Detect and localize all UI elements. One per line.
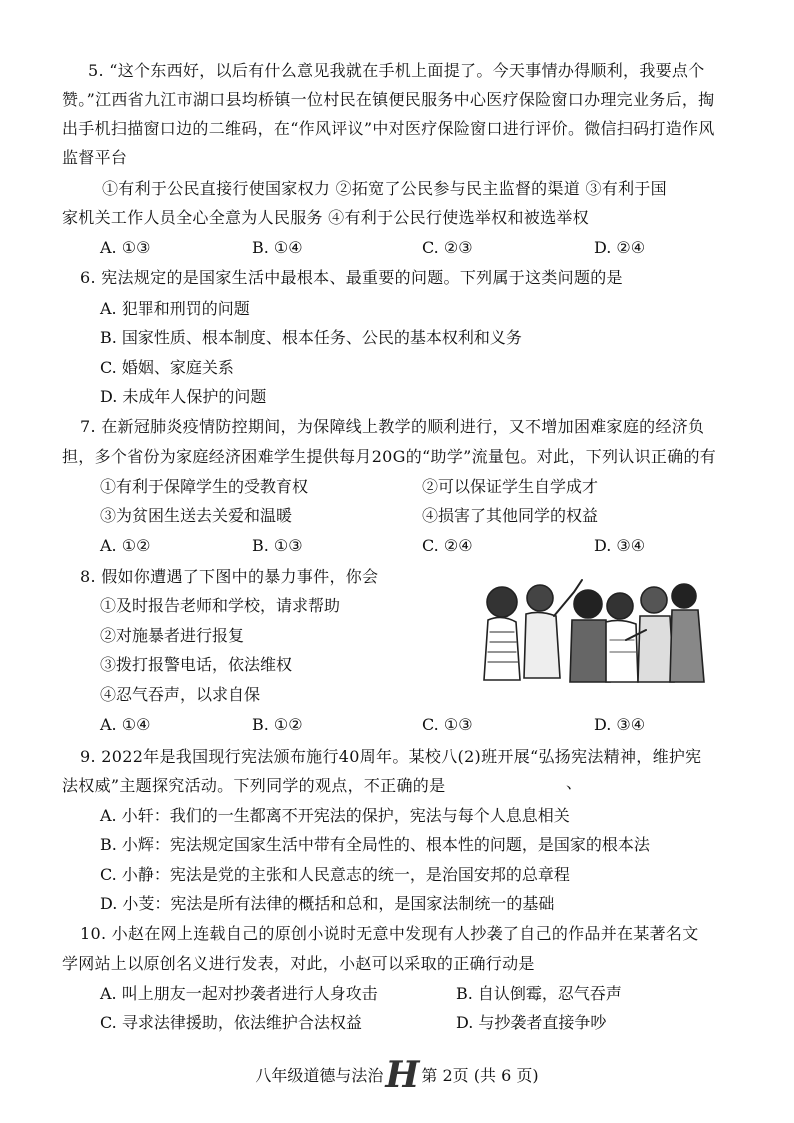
footer-page-number: 第 2页 (共 6 页) <box>421 1066 539 1085</box>
h-stamp: H <box>385 1054 420 1096</box>
q9-stem-1: 9. 2022年是我国现行宪法颁布施行40周年。某校八(2)班开展“弘扬宪法精神，维护宪 <box>80 747 702 766</box>
q5-option-b[interactable]: B. ①④ <box>252 238 303 257</box>
q5-option-a[interactable]: A. ①③ <box>100 238 151 257</box>
q5-option-c[interactable]: C. ②③ <box>422 238 473 257</box>
q9-option-d[interactable]: D. 小芰：宪法是所有法律的概括和总和，是国家法制统一的基础 <box>100 894 555 913</box>
q7-option-d[interactable]: D. ③④ <box>594 536 646 555</box>
q5-statements-2: 家机关工作人员全心全意为人民服务 ④有利于公民行使选举权和被选举权 <box>62 208 589 227</box>
q6-option-d[interactable]: D. 未成年人保护的问题 <box>100 387 267 406</box>
q5-line-2: 赞。”江西省九江市湖口县均桥镇一位村民在镇便民服务中心医疗保险窗口办理完业务后，掏 <box>62 90 715 109</box>
q8-option-b[interactable]: B. ①② <box>252 715 303 734</box>
q7-option-c[interactable]: C. ②④ <box>422 536 473 555</box>
q8-item-1: ①及时报告老师和学校，请求帮助 <box>100 596 341 615</box>
q9-option-b[interactable]: B. 小辉：宪法规定国家生活中带有全局性的、根本性的问题，是国家的根本法 <box>100 835 650 854</box>
q7-item-1: ①有利于保障学生的受教育权 <box>100 477 309 496</box>
q7-stem-2: 担，多个省份为家庭经济困难学生提供每月20G的“助学”流量包。对此，下列认识正确的有 <box>62 447 717 466</box>
q10-stem-2: 学网站上以原创名义进行发表，对此，小赵可以采取的正确行动是 <box>62 954 535 973</box>
q5-line-1: 5. “这个东西好，以后有什么意见我就在手机上面提了。今天事情办得顺利，我要点个 <box>88 61 705 80</box>
q6-option-b[interactable]: B. 国家性质、根本制度、根本任务、公民的基本权利和义务 <box>100 328 522 347</box>
q7-option-a[interactable]: A. ①② <box>100 536 151 555</box>
q9-option-a[interactable]: A. 小轩：我们的一生都离不开宪法的保护，宪法与每个人息息相关 <box>100 806 570 825</box>
q8-item-2: ②对施暴者进行报复 <box>100 626 245 645</box>
q5-line-4: 监督平台 <box>62 148 128 167</box>
footer-subject: 八年级道德与法治 <box>255 1066 384 1085</box>
q8-stem: 8. 假如你遭遇了下图中的暴力事件，你会 <box>80 567 379 586</box>
q8-option-d[interactable]: D. ③④ <box>594 715 646 734</box>
q10-option-c[interactable]: C. 寻求法律援助，依法维护合法权益 <box>100 1013 362 1032</box>
q5-statements-1: ①有利于公民直接行使国家权力 ②拓宽了公民参与民主监督的渠道 ③有利于国 <box>102 179 667 198</box>
q6-option-a[interactable]: A. 犯罪和刑罚的问题 <box>100 299 250 318</box>
stray-mark: 、 <box>566 773 583 792</box>
q10-option-d[interactable]: D. 与抄袭者直接争吵 <box>456 1013 607 1032</box>
q9-stem-2: 法权威”主题探究活动。下列同学的观点，不正确的是 <box>62 776 446 795</box>
q7-option-b[interactable]: B. ①③ <box>252 536 303 555</box>
q5-line-3: 出手机扫描窗口边的二维码，在“作风评议”中对医疗保险窗口进行评价。微信扫码打造作风 <box>62 119 715 138</box>
q6-option-c[interactable]: C. 婚姻、家庭关系 <box>100 358 234 377</box>
page-footer <box>0 1054 794 1096</box>
q8-option-a[interactable]: A. ①④ <box>100 715 151 734</box>
q10-option-a[interactable]: A. 叫上朋友一起对抄袭者进行人身攻击 <box>100 984 378 1003</box>
q10-stem-1: 10. 小赵在网上连载自己的原创小说时无意中发现有人抄袭了自己的作品并在某著名文 <box>80 924 699 943</box>
q5-option-d[interactable]: D. ②④ <box>594 238 646 257</box>
q7-stem-1: 7. 在新冠肺炎疫情防控期间，为保障线上教学的顺利进行，又不增加困难家庭的经济负 <box>80 417 705 436</box>
q6-stem: 6. 宪法规定的是国家生活中最根本、最重要的问题。下列属于这类问题的是 <box>80 268 623 287</box>
bullying-illustration <box>470 570 710 694</box>
q8-option-c[interactable]: C. ①③ <box>422 715 473 734</box>
q8-item-3: ③拨打报警电话，依法维权 <box>100 655 293 674</box>
q7-item-3: ③为贫困生送去关爱和温暖 <box>100 506 293 525</box>
q9-option-c[interactable]: C. 小静：宪法是党的主张和人民意志的统一，是治国安邦的总章程 <box>100 865 570 884</box>
q7-item-2: ②可以保证学生自学成才 <box>422 477 599 496</box>
q8-item-4: ④忍气吞声，以求自保 <box>100 685 261 704</box>
q10-option-b[interactable]: B. 自认倒霉，忍气吞声 <box>456 984 622 1003</box>
q7-item-4: ④损害了其他同学的权益 <box>422 506 599 525</box>
